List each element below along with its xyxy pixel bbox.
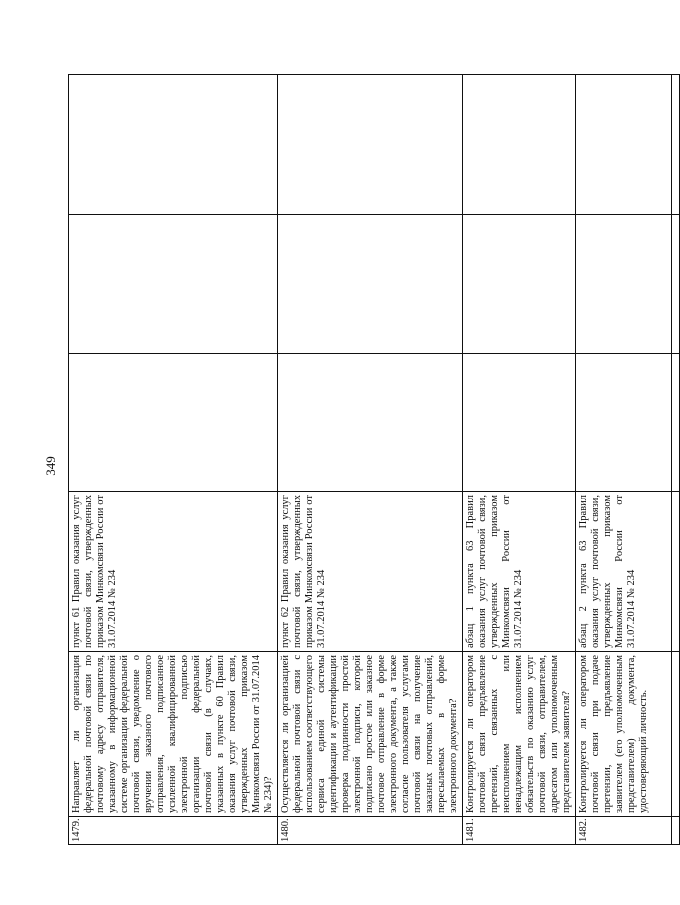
question-cell: Контролируется ли оператором почтовой связи при подаче претензии, предъявление заявителем (его уполномоченным представителем) документа, удостоверяющий личность. [576, 652, 672, 817]
empty-cell [672, 652, 680, 817]
empty-cell [672, 215, 680, 354]
table-row [278, 75, 463, 845]
empty-cell [672, 492, 680, 652]
answer-cell [576, 75, 672, 215]
table-row [463, 75, 576, 845]
reference-cell: пункт 62 Правил оказания услуг почтовой связи, утвержденных приказом Минкомсвязи России от 31.07.2014 № 234 [278, 492, 463, 652]
reference-cell: пункт 61 Правил оказания услуг почтовой связи, утвержденных приказом Минкомсвязи России от 31.07.2014 № 234 [69, 492, 278, 652]
table-row [69, 75, 278, 845]
table-row [576, 75, 672, 845]
row-number: 1482. [576, 817, 672, 845]
checklist-table-rotated [68, 75, 649, 845]
answer-cell [576, 215, 672, 354]
reference-cell: абзац 1 пункта 63 Правил оказания услуг почтовой связи, утвержденных приказом Минкомсвязи России от 31.07.2014 № 234 [463, 492, 576, 652]
empty-cell [672, 75, 680, 215]
answer-cell [463, 215, 576, 354]
row-number: 1481. [463, 817, 576, 845]
question-cell: Направляет ли организация федеральной почтовой связи по почтовому адресу отправителя, указанному в информационной системе организации федеральной почтовой связи, уведомление о вручении заказного почтового отправления, подписанное усиленной квалифицированной электронной подписью организации федеральной почтовой связи (в случаях, указанных в пункте 60 Правил оказания услуг почтовой связи, утвержденных приказом Минкомсвязи России от 31.07.2014 № 234)? [69, 652, 278, 817]
reference-cell: абзац 2 пункта 63 Правил оказания услуг почтовой связи, утвержденных приказом Минкомсвязи России от 31.07.2014 № 234 [576, 492, 672, 652]
empty-cell [672, 354, 680, 492]
row-number: 1480. [278, 817, 463, 845]
checklist-table [68, 74, 680, 845]
table-row-continuation [672, 75, 680, 845]
answer-cell [463, 75, 576, 215]
answer-cell [69, 215, 278, 354]
answer-cell [69, 354, 278, 492]
answer-cell [69, 75, 278, 215]
answer-cell [278, 354, 463, 492]
page-number: 349 [43, 456, 58, 476]
answer-cell [463, 354, 576, 492]
row-number: 1479. [69, 817, 278, 845]
answer-cell [576, 354, 672, 492]
answer-cell [278, 75, 463, 215]
question-cell: Контролируется ли оператором почтовой связи предъявление претензий, связанных с неисполнением или ненадлежащим исполнением обязательств по оказанию услуг почтовой связи, отправителем, адресатом или уполномоченным представителем заявителя? [463, 652, 576, 817]
question-cell: Осуществляется ли организацией федеральной почтовой связи с использованием соответствующего сервиса единой системы идентификации и аутентификации проверка подлинности простой электронной подписи, которой подписано простое или заказное почтовое отправление в форме электронного документа, а также согласие пользователя услугами почтовой связи на получение заказных почтовых отправлений, пересылаемых в форме электронного документа? [278, 652, 463, 817]
answer-cell [278, 215, 463, 354]
empty-cell [672, 817, 680, 845]
